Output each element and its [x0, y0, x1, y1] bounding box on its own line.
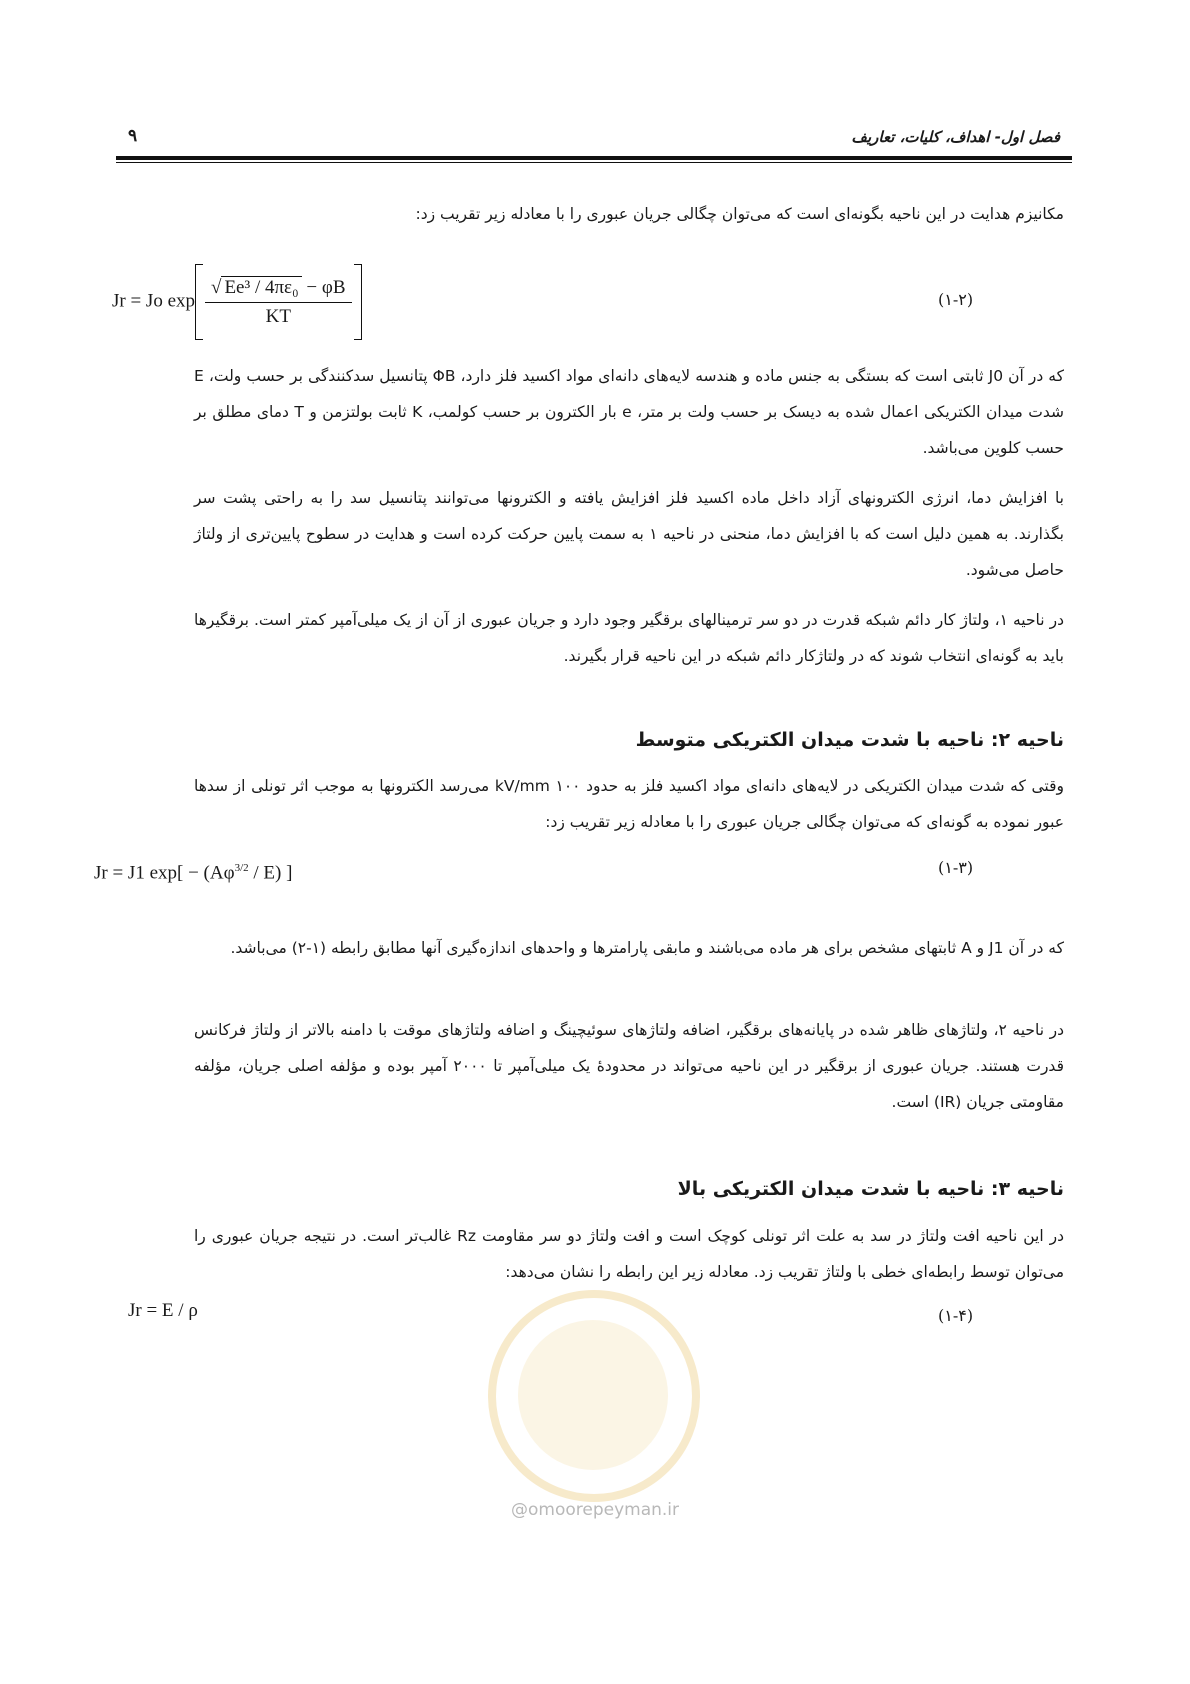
equation-3-number: (۱-۴): [938, 1306, 974, 1325]
paragraph-1: مکانیزم هدایت در این ناحیه بگونه‌ای است که می‌توان چگالی جریان عبوری را با معادله زیر تقریب زد:: [415, 205, 1064, 223]
paragraph-4: در ناحیه ۱، ولتاژ کار دائم شبکه قدرت در دو سر ترمینالهای برقگیر وجود دارد و جریان عبوری از آن از یک میلی‌آمپر کمتر است. برقگیرها باید به گونه‌ای انتخاب شوند که در ولتاژکار دائم شبکه در این ناحیه قرار بگیرند.: [194, 611, 1064, 665]
equation-2-tail: / E) ]: [248, 862, 293, 884]
header-rule-thin: [116, 162, 1072, 163]
page-number: ۹: [128, 126, 138, 146]
equation-1-number: (۱-۲): [938, 290, 974, 309]
section-heading-3: ناحیه ۳: ناحیه با شدت میدان الکتریکی بالا: [677, 1178, 1064, 1200]
equation-2-number: (۱-۳): [938, 858, 974, 877]
equation-3: Jr = E / ρ: [128, 1300, 198, 1321]
paragraph-5: وقتی که شدت میدان الکتریکی در لایه‌های دانه‌ای مواد اکسید فلز به حدود ۱۰۰ kV/mm می‌رسد الکترونها به موجب اثر تونلی از سدها عبور نموده به گونه‌ای که می‌توان چگالی جریان عبوری را با معادله زیر تقریب زد:: [194, 777, 1065, 831]
paragraph-3: با افزایش دما، انرژی الکترونهای آزاد داخل ماده اکسید فلز افزایش یافته و الکترونها می‌توانند پتانسیل سد را به راحتی پشت سر بگذارند. به همین دلیل است که با افزایش دما، منحنی در ناحیه ۱ به سمت پایین حرکت کرده است و هدایت در سطوح پایین‌تری از ولتاژ حاصل می‌شود.: [194, 489, 1064, 579]
equation-2: [94, 862, 292, 884]
equation-1-phi: − φB: [301, 276, 346, 298]
chapter-title: فصل اول- اهداف، کلیات، تعاریف: [851, 128, 1060, 146]
paragraph-7: در ناحیه ۲، ولتاژهای ظاهر شده در پایانه‌های برقگیر، اضافه ولتاژهای سوئیچینگ و اضافه ولتاژهای موقت با دامنه بالاتر از ولتاژ فرکانس قدرت هستند. جریان عبوری از برقگیر در این ناحیه می‌تواند در محدودهٔ یک میلی‌آمپر تا ۲۰۰۰ آمپر بوده و مؤلفه اصلی جریان، مؤلفه مقاومتی جریان (IR) است.: [194, 1021, 1064, 1111]
section-heading-2: ناحیه ۲: ناحیه با شدت میدان الکتریکی متوسط: [635, 729, 1064, 751]
equation-1-numerator: Ee³ / 4πε₀: [221, 276, 301, 298]
watermark-logo-inner: [518, 1320, 668, 1470]
equation-1-lhs: Jr = Jo exp: [112, 290, 196, 312]
equation-2-exponent: 3/2: [234, 862, 249, 874]
paragraph-8: در این ناحیه افت ولتاژ در سد به علت اثر تونلی کوچک است و افت ولتاژ دو سر مقاومت Rz غالب‌تر است. در نتیجه جریان عبوری را می‌توان توسط رابطه‌ای خطی با ولتاژ تقریب زد. معادله زیر این رابطه را نشان می‌دهد:: [194, 1227, 1064, 1281]
equation-2-body: Jr = J1 exp[ − (Aφ: [94, 862, 235, 884]
header-rule: [116, 156, 1072, 160]
paragraph-2: که در آن J0 ثابتی است که بستگی به جنس ماده و هندسه لایه‌های دانه‌ای مواد اکسید فلز دارد، ΦB پتانسیل سدکنندگی بر حسب ولت، E شدت میدان الکتریکی اعمال شده به دیسک بر حسب ولت بر متر، e بار الکترون بر حسب کولمب، K ثابت بولتزمن و T دمای مطلق بر حسب کلوین می‌باشد.: [194, 367, 1065, 457]
equation-1: Jr = Jo exp $\frac{\text{√ Ee³ / 4πε₀ − φB}}{KT}$: [112, 264, 362, 340]
equation-1-denominator: KT: [265, 305, 291, 327]
watermark-url: @omoorepeyman.ir: [510, 1500, 680, 1520]
paragraph-6: که در آن J1 و A ثابتهای مشخص برای هر ماده می‌باشند و مابقی پارامترها و واحدهای اندازه‌گیری آنها مطابق رابطه (۱-۲) می‌باشد.: [230, 939, 1064, 957]
